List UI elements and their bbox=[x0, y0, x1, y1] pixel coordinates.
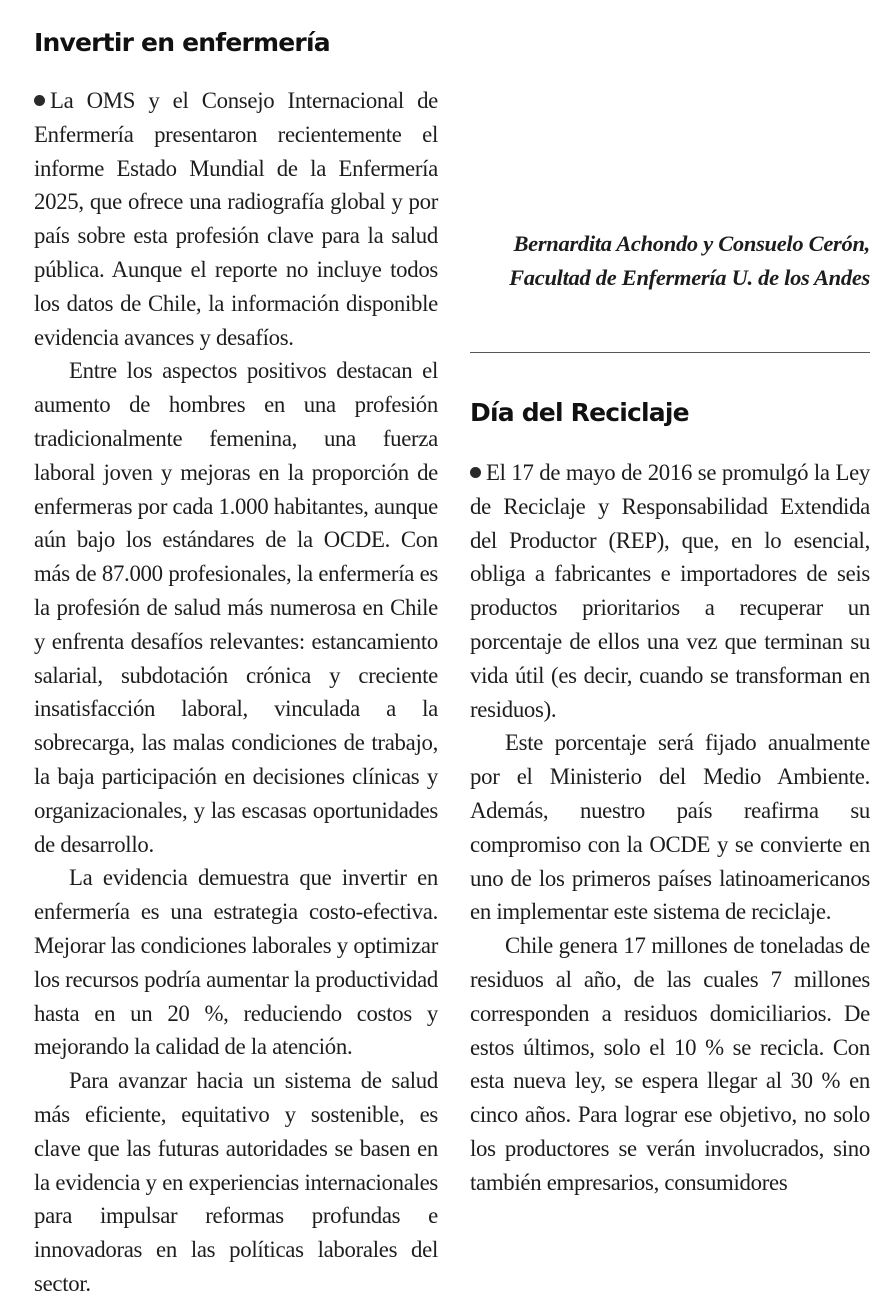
article-continuation bbox=[470, 0, 870, 352]
bullet-dot-icon bbox=[470, 467, 481, 478]
article-headline-nursing: Invertir en enfermería bbox=[34, 28, 330, 57]
section-divider bbox=[470, 352, 870, 353]
left-column bbox=[34, 0, 438, 1301]
article-signature: Bernardita Achondo y Consuelo Cerón, Facultad de Enfermería U. de los Andes bbox=[509, 231, 870, 290]
article-paragraph-4: Para avanzar hacia un sistema de salud más eficiente, equitativo y sostenible, es clave que las futuras autoridades se basen en la evidencia y en experiencias internacionales para impulsar reformas profundas e innovadoras en las políticas laborales del sector. bbox=[34, 1068, 438, 1296]
paragraph-text: La OMS y el Consejo Internacional de Enfermería presentaron recientemente el informe Estado Mundial de la Enfermería 2025, que ofrece una radiografía global y por país sobre esta profesión clave para la salud pública. Aunque el reporte no incluye todos los datos de Chile, la información disponible evidencia avances y desafíos. bbox=[34, 88, 438, 350]
article-paragraph-2: Este porcentaje será fijado anualmente por el Ministerio del Medio Ambiente. Además, nuestro país reafirma su compromiso con la OCDE y se convierte en uno de los primeros países latinoamericanos en implementar este sistema de reciclaje. bbox=[470, 730, 870, 925]
paragraph-text: El 17 de mayo de 2016 se promulgó la Ley de Reciclaje y Responsabilidad Extendida del Productor (REP), que, en lo esencial, obliga a fabricantes e importadores de seis productos prioritarios a recuperar un porcentaje de ellos una vez que terminan su vida útil (es decir, cuando se transforman en residuos). bbox=[470, 460, 870, 722]
article-paragraph-1 bbox=[34, 84, 438, 354]
bullet-dot-icon bbox=[34, 95, 45, 106]
article-paragraph-2: Entre los aspectos positivos destacan el aumento de hombres en una profesión tradicionalmente femenina, una fuerza laboral joven y mejoras en la proporción de enfermeras por cada 1.000 habitantes, aunque aún bajo los estándares de la OCDE. Con más de 87.000 profesionales, la enfermería es la profesión de salud más numerosa en Chile y enfrenta desafíos relevantes: estancamiento salarial, subdotación crónica y creciente insatisfacción laboral, vinculada a la sobrecarga, las malas condiciones de trabajo, la baja participación en decisiones clínicas y organizacionales, y las escasas oportunidades de desarrollo. bbox=[34, 358, 438, 857]
article-headline-recycling: Día del Reciclaje bbox=[470, 398, 689, 427]
right-column bbox=[470, 0, 870, 1200]
article-paragraph-1 bbox=[470, 456, 870, 726]
article-paragraph-3: Chile genera 17 millones de toneladas de residuos al año, de las cuales 7 millones corresponden a residuos domiciliarios. De estos últimos, solo el 10 % se recicla. Con esta nueva ley, se espera llegar al 30 % en cinco años. Para lograr ese objetivo, no solo los productores se verán involucrados, sino también empresarios, consumidores bbox=[470, 933, 870, 1195]
article-paragraph-3: La evidencia demuestra que invertir en enfermería es una estrategia costo-efectiva. Mejorar las condiciones laborales y optimizar los recursos podría aumentar la productividad hasta en un 20 %, reduciendo costos y mejorando la calidad de la atención. bbox=[34, 865, 438, 1060]
